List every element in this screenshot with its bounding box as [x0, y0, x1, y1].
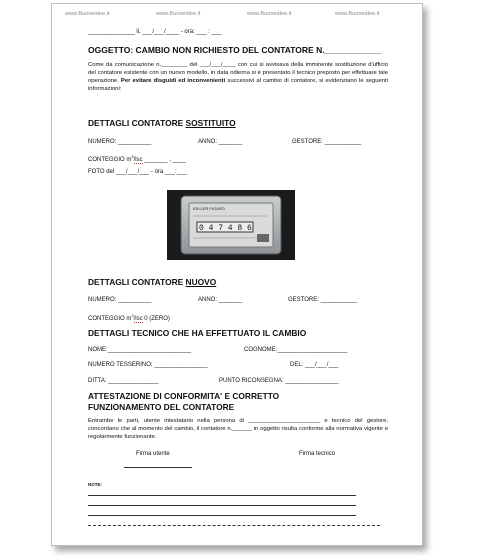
subject-heading: OGGETTO: CAMBIO NON RICHIESTO DEL CONTATORE N.____________	[88, 45, 382, 55]
note-line	[88, 495, 356, 496]
meter-photo	[167, 190, 295, 260]
svg-text:0 4 7 4 8 6: 0 4 7 4 8 6	[199, 224, 252, 233]
old-foto: FOTO del ___/___/___ - ora ___:___	[88, 169, 187, 175]
section-title-new-meter: DETTAGLI CONTATORE NUOVO	[88, 277, 217, 287]
note-line	[88, 515, 356, 516]
tech-punto-riconsegna: PUNTO RICONSEGNA: ________________	[219, 378, 339, 384]
document-page	[51, 3, 423, 546]
section-title-technician: DETTAGLI TECNICO CHE HA EFFETTUATO IL CAMBIO	[88, 328, 307, 338]
note-line	[88, 505, 356, 506]
notes-label: NOTE:	[88, 482, 102, 487]
section-title-old-meter: DETTAGLI CONTATORE SOSTITUITO	[88, 118, 236, 128]
new-conteggio: CONTEGGIO $m^3$/lsc 0 (ZERO)	[88, 313, 170, 322]
intro-paragraph: Come da comunicazione n.________ del ___/___/____ con cui si avvisava della imminente sostituzione d'ufficio del contatore esistente con un nuovo modello, in data odierna si è presentato il tecnico preposto per effettuare tale operazione. Per evitare disguidi ed inconvenienti successivi al cambio di contatore, si evidenziano le seguenti informazioni:	[88, 62, 389, 92]
technician-signature-label: Firma tecnico	[299, 451, 336, 457]
place-date-line: ______________ li, ___/___/____ - ora: ___ : ___	[88, 29, 222, 35]
tech-del: DEL: ___/___/___	[290, 362, 339, 368]
old-gestore: GESTORE: ___________	[292, 139, 362, 145]
watermark: www.Buoneidee.it	[247, 11, 292, 17]
tech-cognome: COGNOME:_____________________	[244, 347, 348, 353]
note-line	[88, 525, 380, 526]
new-anno: ANNO: _______	[198, 297, 243, 303]
section-title-attestation: ATTESTAZIONE DI CONFORMITA' E CORRETTO	[88, 391, 280, 401]
svg-text:KELLER FIGARO: KELLER FIGARO	[193, 206, 225, 211]
tech-tesserino: NUMERO TESSERINO: ________________	[88, 362, 208, 368]
watermark: www.Buoneidee.it	[156, 11, 201, 17]
old-anno: ANNO: _______	[198, 139, 243, 145]
watermark: www.Buoneidee.it	[335, 11, 380, 17]
tech-ditta: DITTA: _______________	[88, 378, 159, 384]
new-numero: NUMERO: __________	[88, 297, 152, 303]
old-conteggio: CONTEGGIO $m^3$/lsc _______ , ____	[88, 154, 186, 163]
section-title-attestation-line2: FUNZIONAMENTO DEL CONTATORE	[88, 402, 235, 412]
new-gestore: GESTORE: ___________	[288, 297, 358, 303]
attestation-paragraph: Entrambe le parti, utente intestatario nella persona di ______________________ e tecnico del gestore, concordano che al momento del cambio, il contatore n.______ in oggetto risulta conforme alla normativa vigente e regolarmente funzionante.	[88, 418, 388, 440]
user-signature-label: Firma utente	[136, 451, 170, 457]
user-signature-line	[124, 467, 192, 468]
tech-nome: NOME:_________________________	[88, 347, 192, 353]
meter-image	[167, 190, 295, 260]
old-numero: NUMERO: __________	[88, 139, 152, 145]
watermark: www.Buoneidee.it	[65, 11, 110, 17]
